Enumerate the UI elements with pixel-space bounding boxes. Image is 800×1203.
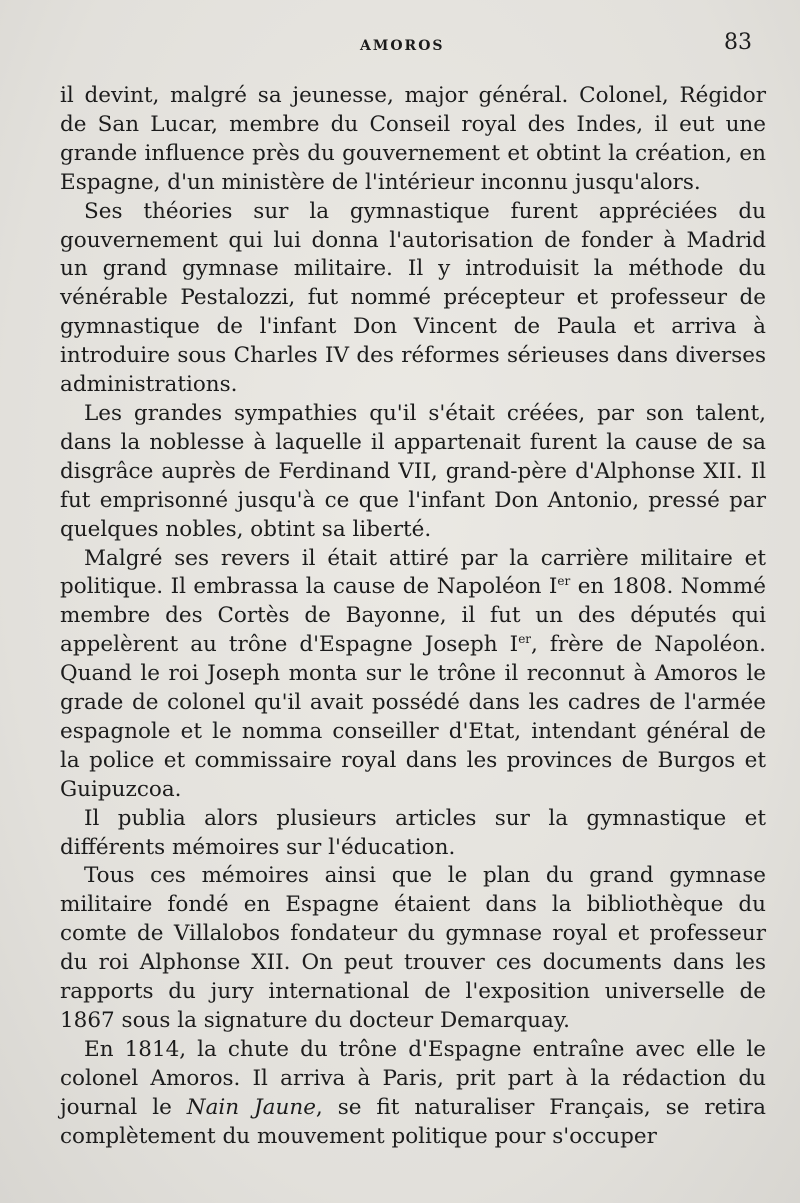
superscript: er — [557, 574, 571, 589]
superscript: er — [518, 632, 532, 647]
text-run: En 1814, la chute du trône d'Espagne entraîne avec elle le colonel Amoros. Il arriva à Paris, prit part à la rédaction du journal le — [60, 1036, 766, 1120]
paragraph — [60, 1036, 766, 1152]
text-run: , frère de Napoléon. Quand le roi Joseph monta sur le trône il reconnut à Amoros le grade de colonel qu'il avait possédé dans les cadres de l'armée espagnole et le nomma conseiller d'Etat, intendant général de la police et commissaire royal dans les provinces de Burgos et Guipuzcoa. — [60, 632, 766, 802]
paragraph: Il publia alors plusieurs articles sur la gymnastique et différents mémoires sur l'éducation. — [60, 805, 766, 860]
paragraph: Les grandes sympathies qu'il s'était créées, par son talent, dans la noblesse à laquelle il appartenait furent la cause de sa disgrâce auprès de Ferdinand VII, grand-père d'Alphonse XII. Il fut emprisonné jusqu'à ce que l'infant Don Antonio, pressé par quelques nobles, obtint sa liberté. — [60, 400, 766, 542]
page-number: 83 — [724, 30, 752, 55]
body-text — [60, 82, 766, 1152]
paragraph — [60, 545, 766, 805]
journal-title: Nain Jaune — [186, 1094, 316, 1120]
text-run: en 1808. Nommé membre des Cortès de Bayonne, il fut un des députés qui appelèrent au trône d'Espagne Joseph I — [60, 574, 766, 658]
paragraph: Tous ces mémoires ainsi que le plan du grand gymnase militaire fondé en Espagne étaient dans la bibliothèque du comte de Villalobos fondateur du gymnase royal et professeur du roi Alphonse XII. On peut trouver ces documents dans les rapports du jury international de l'exposition universelle de 1867 sous la signature du docteur Demarquay. — [60, 863, 766, 1033]
text-run: Malgré ses revers il était attiré par la carrière militaire et politique. Il embrassa la cause de Napoléon I — [60, 545, 766, 600]
running-head — [0, 30, 800, 60]
paragraph: il devint, malgré sa jeunesse, major général. Colonel, Régidor de San Lucar, membre du Conseil royal des Indes, il eut une grande influence près du gouvernement et obtint la création, en Espagne, d'un ministère de l'intérieur inconnu jusqu'alors. — [60, 83, 766, 195]
running-title: AMOROS — [360, 38, 445, 54]
paragraph: Ses théories sur la gymnastique furent appréciées du gouvernement qui lui donna l'autorisation de fonder à Madrid un grand gymnase militaire. Il y introduisit la méthode du vénérable Pestalozzi, fut nommé précepteur et professeur de gymnastique de l'infant Don Vincent de Paula et arriva à introduire sous Charles IV des réformes sérieuses dans diverses administrations. — [60, 198, 766, 398]
text-run: , se fit naturaliser Français, se retira complètement du mouvement politique pour s'occuper — [60, 1094, 767, 1149]
